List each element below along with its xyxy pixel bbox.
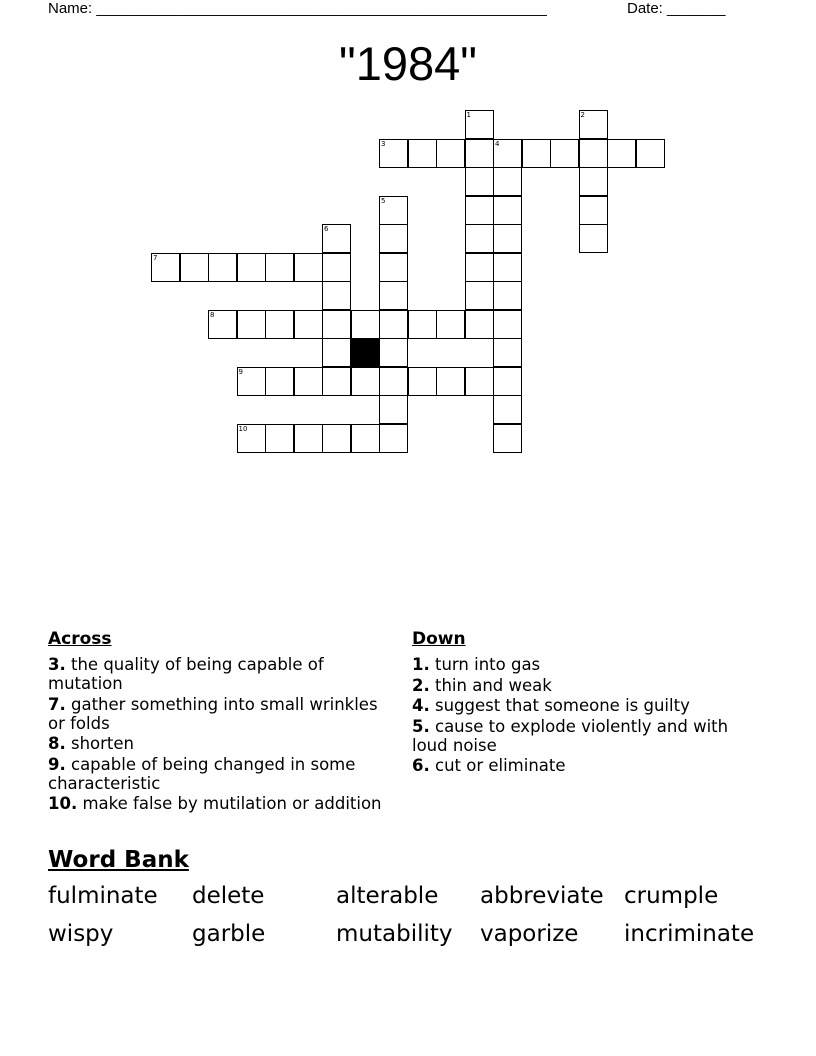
cell-number: 7 [153,253,158,262]
word-bank-item: delete [192,883,265,909]
clue-across-10 [48,794,388,813]
grid-cell[interactable] [265,424,294,453]
down-heading: Down [412,629,466,649]
across-heading: Across [48,629,112,649]
grid-cell[interactable] [265,310,294,339]
grid-cell[interactable] [607,139,636,168]
grid-cell[interactable] [436,367,465,396]
grid-cell[interactable] [493,424,522,453]
grid-cell[interactable] [493,281,522,310]
clue-number: 9. [48,754,66,774]
numbered-cell-8[interactable] [208,310,237,339]
word-bank [48,881,788,949]
grid-cell[interactable] [265,253,294,282]
grid-cell[interactable] [408,139,437,168]
numbered-cell-4[interactable] [493,139,522,168]
cell-number: 6 [324,225,329,233]
cell-number: 9 [238,367,243,376]
word-bank-item: vaporize [480,921,579,947]
clue-text: shorten [71,734,135,753]
name-line: Name: ______________________________________________________ [48,0,547,17]
grid-cell[interactable] [408,310,437,339]
clue-number: 3. [48,655,66,674]
grid-cell[interactable] [465,253,494,282]
word-bank-item: abbreviate [480,883,604,909]
clue-down-6 [412,756,742,775]
clue-number: 4. [412,696,430,715]
clue-across-3 [48,655,388,693]
numbered-cell-3[interactable] [379,139,408,168]
cell-number: 5 [381,196,386,205]
clue-text: turn into gas [435,655,541,674]
grid-cell[interactable] [465,196,494,225]
numbered-cell-7[interactable] [151,253,180,282]
clue-text: capable of being changed in some characteristic [48,754,356,793]
grid-cell[interactable] [237,310,266,339]
clue-across-8 [48,734,388,753]
crossword-grid [0,0,816,470]
down-clues [412,629,742,777]
clue-text: cut or eliminate [435,756,566,775]
grid-cell[interactable] [579,196,608,225]
word-bank-item: fulminate [48,883,158,909]
grid-cell[interactable] [322,253,351,282]
grid-cell[interactable] [465,224,494,253]
puzzle-title: "1984" [339,37,477,90]
numbered-cell-9[interactable] [237,367,266,396]
grid-cell[interactable] [579,139,608,168]
cell-number: 8 [210,310,215,319]
clue-down-1 [412,655,742,674]
grid-cell[interactable] [408,367,437,396]
grid-cell[interactable] [322,281,351,310]
clue-number: 6. [412,756,430,775]
numbered-cell-1[interactable] [465,110,494,139]
date-line: Date: _______ [627,0,726,17]
clue-down-4 [412,696,742,715]
grid-cell[interactable] [436,310,465,339]
grid-cell[interactable] [379,281,408,310]
clue-text: thin and weak [435,675,552,695]
grid-cell[interactable] [379,338,408,367]
grid-cell[interactable] [379,224,408,253]
grid-cell[interactable] [237,253,266,282]
grid-cell[interactable] [493,253,522,282]
grid-cell[interactable] [351,310,380,339]
cell-number: 2 [580,111,585,119]
grid-cell[interactable] [493,167,522,196]
grid-cell[interactable] [465,167,494,196]
grid-cell[interactable] [579,167,608,196]
grid-cell[interactable] [379,253,408,282]
grid-cell[interactable] [208,253,237,282]
grid-cell[interactable] [351,424,380,453]
word-bank-item: garble [192,921,266,947]
grid-cell[interactable] [465,281,494,310]
grid-cell[interactable] [265,367,294,396]
grid-cell[interactable] [322,367,351,396]
clue-across-9 [48,755,388,793]
word-bank-item: wispy [48,921,114,947]
grid-cell[interactable] [322,310,351,339]
word-bank-item: mutability [336,921,453,947]
word-bank-title: Word Bank [48,847,189,873]
cell-number: 3 [381,139,386,148]
clue-number: 7. [48,694,66,714]
clue-text: gather something into small wrinkles or folds [48,694,378,733]
grid-cell[interactable] [180,253,209,282]
grid-cell[interactable] [436,139,465,168]
grid-cell[interactable] [294,310,323,339]
grid-cell[interactable] [493,224,522,253]
grid-cell[interactable] [322,424,351,453]
grid-cell[interactable] [294,253,323,282]
grid-cell[interactable] [550,139,579,168]
clue-number: 8. [48,734,66,753]
grid-cell[interactable] [493,367,522,396]
grid-cell[interactable] [636,139,665,168]
clue-text: suggest that someone is guilty [435,696,690,715]
grid-cell[interactable] [465,367,494,396]
numbered-cell-10[interactable] [237,424,266,453]
grid-cell[interactable] [579,224,608,253]
grid-cell[interactable] [351,367,380,396]
grid-cell[interactable] [522,139,551,168]
clue-across-7 [48,695,388,733]
clue-text: cause to explode violently and with loud noise [412,716,729,755]
clue-number: 5. [412,716,430,736]
grid-cell[interactable] [465,139,494,168]
across-clues [48,629,388,815]
grid-cell[interactable] [379,367,408,396]
grid-cell[interactable] [493,338,522,367]
cell-number: 4 [495,139,500,148]
grid-cell[interactable] [294,367,323,396]
word-bank-item: incriminate [624,921,755,947]
clue-number: 10. [48,794,78,813]
numbered-cell-6[interactable] [322,224,351,253]
word-bank-item: crumple [624,883,719,909]
grid-cell[interactable] [379,424,408,453]
clue-text: the quality of being capable of mutation [48,655,324,693]
grid-cell[interactable] [379,395,408,424]
grid-cell[interactable] [493,196,522,225]
clue-text: make false by mutilation or addition [82,794,382,813]
grid-cell[interactable] [294,424,323,453]
numbered-cell-2[interactable] [579,110,608,139]
grid-cell[interactable] [493,395,522,424]
word-bank-item: alterable [336,883,439,909]
clue-number: 2. [412,675,430,695]
blocked-cell [351,338,380,367]
grid-cell[interactable] [465,310,494,339]
cell-number: 10 [238,424,248,433]
grid-cell[interactable] [322,338,351,367]
numbered-cell-5[interactable] [379,196,408,225]
clue-down-2 [412,676,742,695]
clue-number: 1. [412,655,430,674]
cell-number: 1 [466,111,471,119]
grid-cell[interactable] [379,310,408,339]
grid-cell[interactable] [493,310,522,339]
clue-down-5 [412,717,742,755]
